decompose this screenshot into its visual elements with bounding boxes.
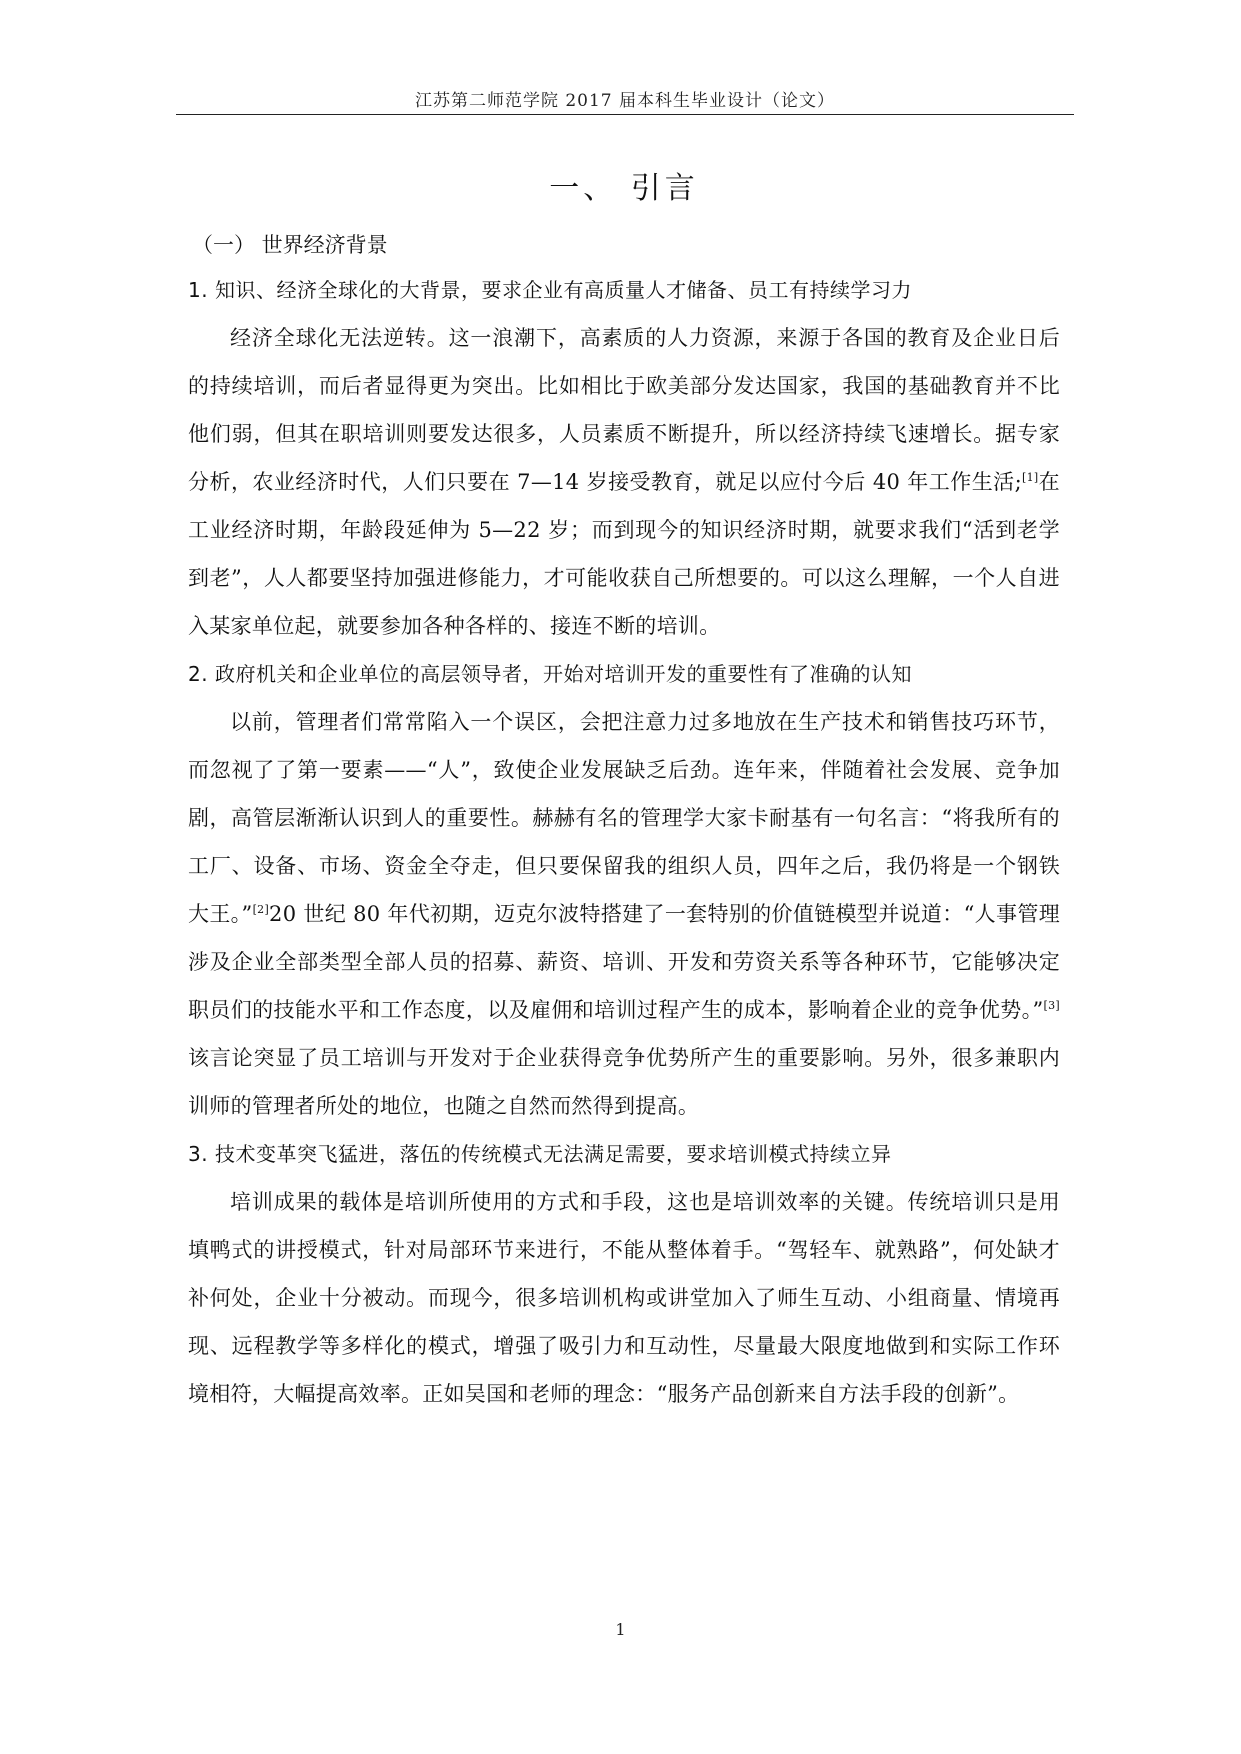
subsection-title: 2. 政府机关和企业单位的高层领导者，开始对培训开发的重要性有了准确的认知 xyxy=(188,662,912,686)
header-rule xyxy=(176,114,1074,115)
subsection-3 xyxy=(188,1130,1060,1418)
paragraph-text: 该言论突显了员工培训与开发对于企业获得竞争优势所产生的重要影响。另外，很多兼职内训师的管理者所处的地位，也随之自然而然得到提高。 xyxy=(188,1046,1060,1118)
paragraph-text: 经济全球化无法逆转。这一浪潮下，高素质的人力资源，来源于各国的教育及企业日后的持续培训，而后者显得更为突出。比如相比于欧美部分发达国家，我国的基础教育并不比他们弱，但其在职培训则要发达很多，人员素质不断提升，所以经济持续飞速增长。据专家分析，农业经济时代，人们只要在 7—14 岁接受教育，就足以应付今后 40 年工作生活; xyxy=(188,326,1060,494)
citation-marker: [1] xyxy=(1022,471,1039,484)
citation-marker: [3] xyxy=(1043,999,1060,1012)
body-paragraph xyxy=(188,698,1060,1130)
body-paragraph xyxy=(188,314,1060,650)
paragraph-text: 在工业经济时期，年龄段延伸为 5—22 岁；而到现今的知识经济时期，就要求我们“活到老学到老”，人人都要坚持加强进修能力，才可能收获自己所想要的。可以这么理解，一个人自进入某家单位起，就要参加各种各样的、接连不断的培训。 xyxy=(188,470,1060,638)
paragraph-text: 20 世纪 80 年代初期，迈克尔波特搭建了一套特别的价值链模型并说道：“人事管理涉及企业全部类型全部人员的招募、薪资、培训、开发和劳资关系等各种环节，它能够决定职员们的技能水平和工作态度，以及雇佣和培训过程产生的成本，影响着企业的竞争优势。” xyxy=(188,902,1060,1022)
subsection-1 xyxy=(188,266,1060,650)
page-body xyxy=(188,150,1060,1418)
subsection-title: 1. 知识、经济全球化的大背景，要求企业有高质量人才储备、员工有持续学习力 xyxy=(188,278,912,302)
citation-marker: [2] xyxy=(252,903,270,916)
body-paragraph xyxy=(188,1178,1060,1418)
subsection-2 xyxy=(188,650,1060,1130)
section-title: （一） 世界经济背景 xyxy=(192,233,388,257)
chapter-title: 一、 引言 xyxy=(549,171,699,206)
paragraph-text: 以前，管理者们常常陷入一个误区，会把注意力过多地放在生产技术和销售技巧环节，而忽视了了第一要素——“人”，致使企业发展缺乏后劲。连年来，伴随着社会发展、竞争加剧，高管层渐渐认识到人的重要性。赫赫有名的管理学大家卡耐基有一句名言：“将我所有的工厂、设备、市场、资金全夺走，但只要保留我的组织人员，四年之后，我仍将是一个钢铁大王。” xyxy=(188,710,1060,926)
running-header: 江苏第二师范学院 2017 届本科生毕业设计（论文） xyxy=(414,91,836,111)
subsection-title: 3. 技术变革突飞猛进，落伍的传统模式无法满足需要，要求培训模式持续立异 xyxy=(188,1142,892,1166)
page-number: 1 xyxy=(615,1620,626,1639)
paragraph-text: 培训成果的载体是培训所使用的方式和手段，这也是培训效率的关键。传统培训只是用填鸭式的讲授模式，针对局部环节来进行，不能从整体着手。“驾轻车、就熟路”，何处缺才补何处，企业十分被动。而现今，很多培训机构或讲堂加入了师生互动、小组商量、情境再现、远程教学等多样化的模式，增强了吸引力和互动性，尽量最大限度地做到和实际工作环境相符，大幅提高效率。正如吴国和老师的理念：“服务产品创新来自方法手段的创新”。 xyxy=(188,1190,1060,1406)
